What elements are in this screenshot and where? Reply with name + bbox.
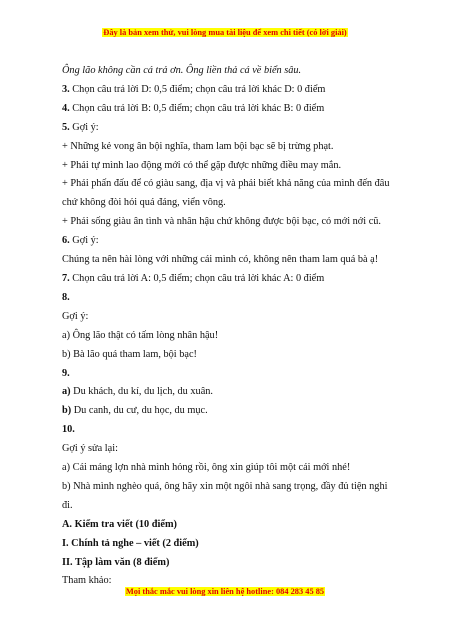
answer-line: Chúng ta nên hài lòng với những cái mình có, không nên tham lam quá bà ạ! [62,254,379,266]
footer-notice-text: Mọi thắc mắc vui lòng xin liên hệ hotline: 084 283 45 85 [125,587,325,596]
footer-notice [0,587,450,596]
answer-line [62,270,400,289]
section-heading [62,535,400,554]
answer-line: Gợi ý sửa lại: [62,443,118,455]
question-number: 4. [62,102,70,114]
section-heading-text: II. Tập làm văn (8 điểm) [62,556,170,568]
answer-line [62,402,400,421]
question-number: 10. [62,424,75,436]
answer-line [62,421,400,440]
answer-line [62,383,400,402]
answer-line: + Phải tự mình lao động mới có thể gặp được những điều may mắn. [62,159,342,171]
question-number: 3. [62,83,70,95]
item-label: a) [62,386,71,398]
answer-line [62,119,400,138]
answer-text: Gợi ý: [69,235,99,247]
answer-text: Gợi ý: [69,121,99,133]
answer-line: a) Cái máng lợn nhà mình hỏng rồi, ông xin giúp tôi một cái mới nhé! [62,462,351,474]
answer-line: Ông lão không cần cá trả ơn. Ông liền thả cá về biển sâu. [62,65,302,76]
answer-text: Chọn câu trả lời A: 0,5 điểm; chọn câu trả lời khác A: 0 điểm [69,272,325,284]
answer-line [62,365,400,384]
section-heading [62,554,400,573]
question-number: 7. [62,272,70,284]
answer-line: + Phải sống giàu ân tình và nhân hậu chứ không được bội bạc, có mới nới cũ. [62,216,381,228]
answer-line: a) Ông lão thật có tấm lòng nhân hậu! [62,329,219,341]
question-number: 6. [62,235,70,247]
answer-line: b) Bà lão quá tham lam, bội bạc! [62,348,197,360]
answer-line: b) Nhà mình nghèo quá, ông hãy xin một ngôi nhà sang trọng, đầy đủ tiện nghi đi. [62,480,388,511]
answer-line [62,81,400,100]
answer-line: Tham khảo: [62,575,112,587]
question-number: 9. [62,367,70,379]
header-notice-text: Đây là bản xem thử, vui lòng mua tài liệu để xem chi tiết (có lời giải) [103,28,347,37]
question-number: 8. [62,291,70,303]
item-label: b) [62,405,72,417]
question-number: 5. [62,121,70,133]
answer-text: Chọn câu trả lời B: 0,5 điểm; chọn câu trả lời khác B: 0 điểm [69,102,325,114]
section-heading-text: I. Chính tả nghe – viết (2 điểm) [62,537,199,549]
section-heading-text: A. Kiểm tra viết (10 điểm) [62,518,177,530]
answer-line [62,232,400,251]
answer-line [62,100,400,119]
header-notice [0,28,450,37]
answer-line [62,289,400,308]
answer-text: Du khách, du kí, du lịch, du xuân. [70,386,213,398]
answer-line: + Phải phấn đấu để có giàu sang, địa vị và phải biết khả năng của mình đến đâu chứ không đòi hỏi quá đáng, viển vông. [62,178,390,209]
document-body [62,62,400,591]
answer-line: Gợi ý: [62,310,89,322]
answer-text: Du canh, du cư, du học, du mục. [71,405,208,417]
answer-line: + Những kẻ vong ân bội nghĩa, tham lam bội bạc sẽ bị trừng phạt. [62,140,334,152]
answer-text: Chọn câu trả lời D: 0,5 điểm; chọn câu trả lời khác D: 0 điểm [69,83,326,95]
section-heading [62,516,400,535]
